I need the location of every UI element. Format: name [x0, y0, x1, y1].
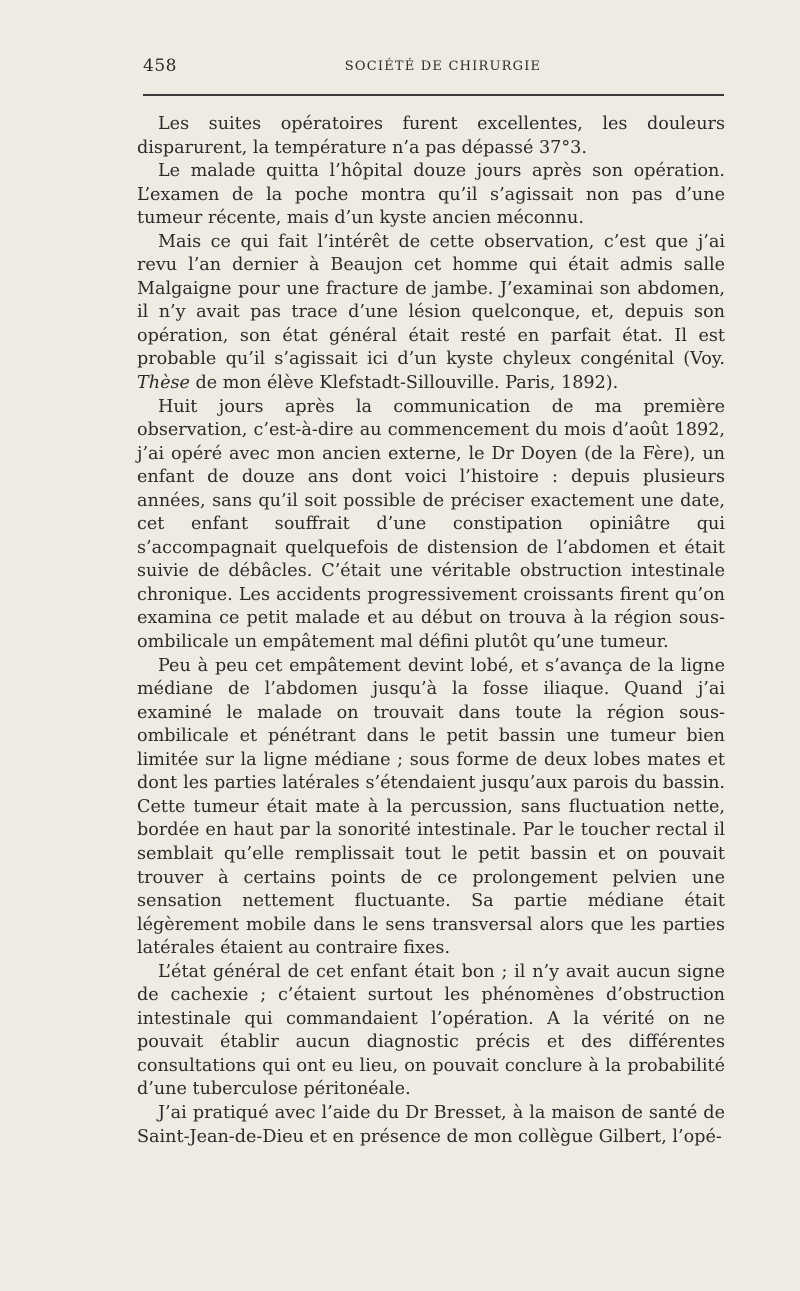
paragraph-2: Le malade quitta l’hôpital douze jours après son opération. L’examen de la poche montra qu’il s’agissait non pas d’une tumeur récente, mais d’un kyste ancien méconnu. [137, 161, 725, 229]
running-head: SOCIÉTÉ DE CHIRURGIE [344, 59, 542, 74]
paragraph-3-tail: de mon élève Klefstadt-Sillouville. Paris, 1892). [189, 373, 619, 394]
paragraph-4: Huit jours après la communication de ma première observation, c’est-à-dire au commencement du mois d’août 1892, j’ai opéré avec mon ancien externe, le Dr Doyen (de la Fère), un enfant de douze ans dont voici l’histoire : depuis plusieurs années, sans qu’il soit possible de préciser exactement une date, cet enfant souffrait d’une constipation opiniâtre qui s’accompagnait quelquefois de distension de l’abdomen et était suivie de débâcles. C’était une véritable obstruction intestinale chronique. Les accidents progressivement croissants firent qu’on examina ce petit malade et au début on trouva à la région sous-ombilicale un empâtement mal défini plutôt qu’une tumeur. [137, 396, 725, 653]
paragraph-3 [137, 231, 725, 396]
paragraph-1: Les suites opératoires furent excellentes, les douleurs disparurent, la température n’a pas dépassé 37°3. [137, 114, 725, 158]
body-text [137, 113, 725, 1149]
paragraph-7: J’ai pratiqué avec l’aide du Dr Bresset, à la maison de santé de Saint-Jean-de-Dieu et en présence de mon collègue Gilbert, l’opé- [137, 1102, 725, 1147]
paragraph-6: L’état général de cet enfant était bon ; il n’y avait aucun signe de cachexie ; c’étaient surtout les phénomènes d’obstruction intestinale qui commandaient l’opération. A la vérité on ne pouvait établir aucun diagnostic précis et des différentes consultations qui ont eu lieu, on pouvait conclure à la probabilité d’une tuberculose péritonéale. [137, 961, 725, 1100]
page-header [143, 56, 723, 80]
paragraph-5: Peu à peu cet empâtement devint lobé, et s’avança de la ligne médiane de l’abdomen jusqu’à la fosse iliaque. Quand j’ai examiné le malade on trouvait dans toute la région sous-ombilicale et pénétrant dans le petit bassin une tumeur bien limitée sur la ligne médiane ; sous forme de deux lobes mates et dont les parties latérales s’étendaient jusqu’aux parois du bassin. Cette tumeur était mate à la percussion, sans fluctuation nette, bordée en haut par la sonorité intestinale. Par le toucher rectal il semblait qu’elle remplissait tout le petit bassin et on pouvait trouver à certains points de ce prolongement pelvien une sensation nettement fluctuante. Sa partie médiane était légèrement mobile dans le sens transversal alors que les parties latérales étaient au contraire fixes. [137, 655, 725, 959]
these-italic: Thèse [137, 373, 190, 394]
page-number: 458 [143, 56, 177, 76]
paragraph-3-text: Mais ce qui fait l’intérêt de cette observation, c’est que j’ai revu l’an dernier à Beaujon cet homme qui était admis salle Malgaigne pour une fracture de jambe. J’examinai son abdomen, il n’y avait pas trace d’une lésion quelconque, et, depuis son opération, son état général était resté en parfait état. Il est probable qu’il s’agissait ici d’un kyste chyleux congénital (Voy. [137, 231, 725, 370]
header-rule [143, 94, 724, 96]
